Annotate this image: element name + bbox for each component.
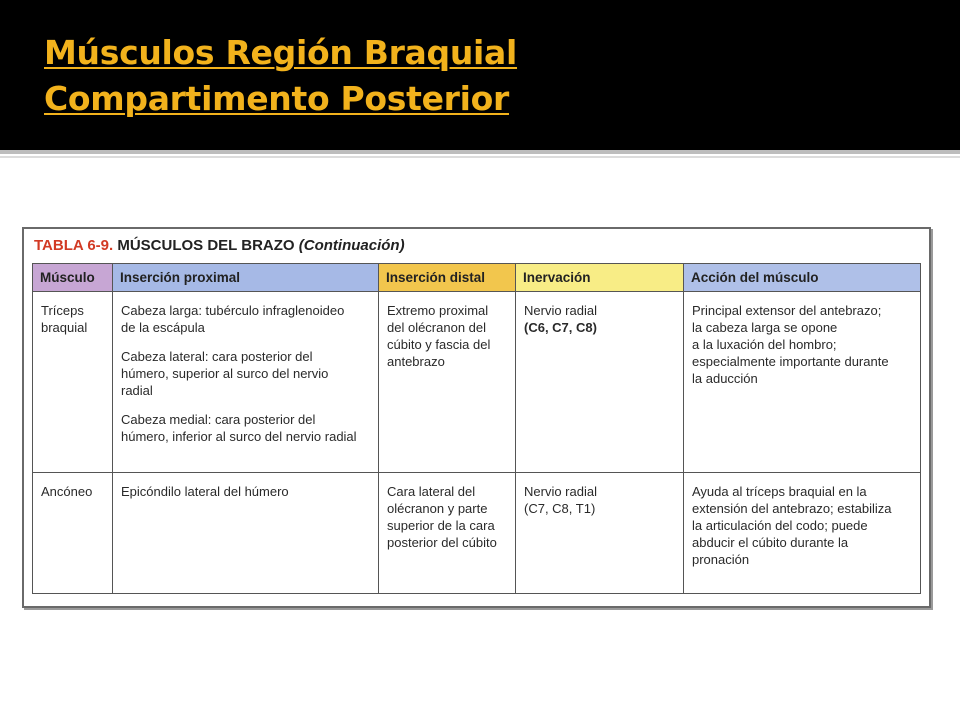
cell-action: Principal extensor del antebrazo; la cabeza larga se opone a la luxación del hombro; especialmente importante durante la aducción <box>684 292 921 473</box>
slide-title <box>44 30 517 122</box>
proximal-lateral-head: Cabeza lateral: cara posterior del húmero, superior al surco del nervio radial <box>121 349 329 398</box>
table-row-triceps <box>33 292 921 473</box>
header-musculo: Músculo <box>33 264 113 292</box>
table-row-anconeo <box>33 473 921 594</box>
proximal-medial-head: Cabeza medial: cara posterior del húmero, inferior al surco del nervio radial <box>121 412 357 444</box>
slide-title-line-2: Compartimento Posterior <box>44 79 510 118</box>
cell-proximal <box>113 292 379 473</box>
table-header-row <box>33 264 921 292</box>
slide-title-line-1: Músculos Región Braquial <box>44 33 518 72</box>
cell-distal: Cara lateral del olécranon y parte superior de la cara posterior del cúbito <box>379 473 516 594</box>
cell-innervation <box>516 292 684 473</box>
header-insercion-proximal: Inserción proximal <box>113 264 379 292</box>
innervation-roots: (C6, C7, C8) <box>524 320 597 335</box>
table-caption-continuation: (Continuación) <box>298 237 405 254</box>
muscles-table <box>32 263 921 594</box>
innervation-nerve: Nervio radial <box>524 303 597 318</box>
header-insercion-distal: Inserción distal <box>379 264 516 292</box>
cell-muscle: Ancóneo <box>33 473 113 594</box>
header-inervacion: Inervación <box>516 264 684 292</box>
slide-title-bar <box>0 0 960 150</box>
title-divider-secondary <box>0 156 960 158</box>
innervation-nerve: Nervio radial <box>524 484 597 499</box>
cell-innervation <box>516 473 684 594</box>
innervation-roots: (C7, C8, T1) <box>524 501 596 516</box>
header-accion: Acción del músculo <box>684 264 921 292</box>
proximal-origin: Epicóndilo lateral del húmero <box>121 484 289 499</box>
table-caption-title: MÚSCULOS DEL BRAZO <box>117 237 295 254</box>
cell-distal: Extremo proximal del olécranon del cúbito y fascia del antebrazo <box>379 292 516 473</box>
table-image-frame <box>22 227 931 608</box>
title-divider <box>0 150 960 154</box>
cell-proximal <box>113 473 379 594</box>
table-caption-number: TABLA 6-9. <box>34 237 114 254</box>
proximal-long-head: Cabeza larga: tubérculo infraglenoideo de la escápula <box>121 303 345 335</box>
cell-action: Ayuda al tríceps braquial en la extensión del antebrazo; estabiliza la articulación del codo; puede abducir el cúbito durante la pronación <box>684 473 921 594</box>
cell-muscle: Tríceps braquial <box>33 292 113 473</box>
table-caption <box>34 237 405 254</box>
slide-content <box>0 150 960 720</box>
